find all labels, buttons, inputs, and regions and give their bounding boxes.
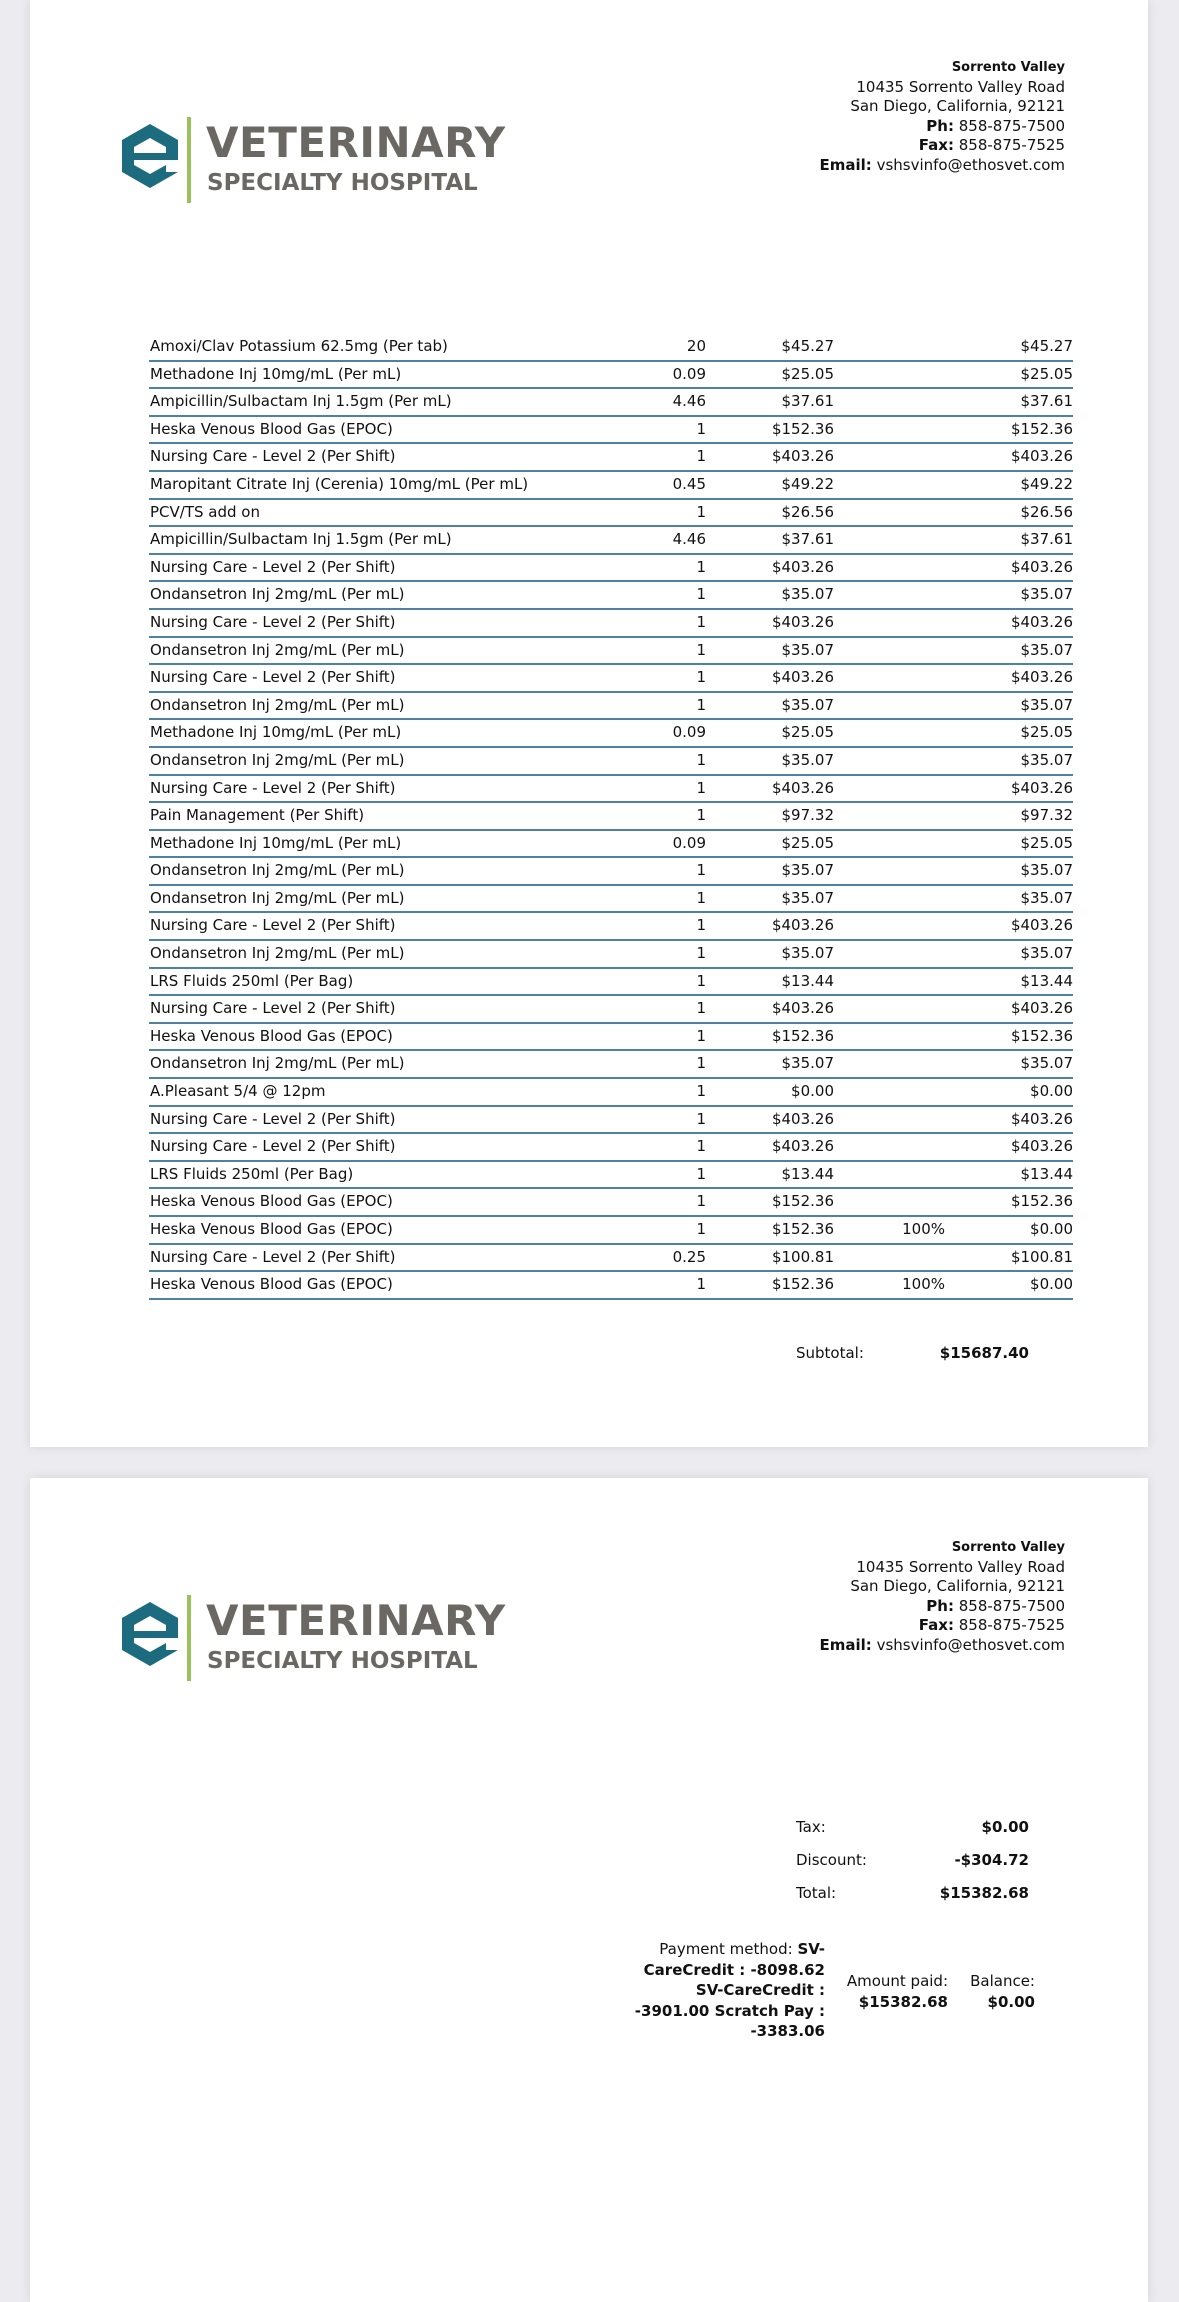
item-quantity: 20 — [686, 337, 706, 355]
item-description: Nursing Care - Level 2 (Per Shift) — [150, 447, 396, 466]
item-total: $403.26 — [1010, 1109, 1073, 1128]
item-price: $35.07 — [781, 1054, 834, 1073]
item-quantity: 1 — [696, 778, 706, 797]
line-item-row — [149, 610, 1073, 638]
item-total: $403.26 — [1010, 447, 1073, 466]
item-quantity: 1 — [696, 1220, 706, 1238]
line-item-row — [149, 1024, 1073, 1052]
item-description: A.Pleasant 5/4 @ 12pm — [150, 1082, 326, 1101]
item-description: Nursing Care - Level 2 (Per Shift) — [150, 1247, 396, 1266]
item-quantity: 1 — [696, 640, 706, 659]
item-discount: 100% — [902, 1220, 945, 1238]
item-quantity: 1 — [696, 502, 706, 521]
item-quantity: 1 — [696, 806, 706, 825]
balance-value: $0.00 — [987, 1992, 1035, 2011]
item-quantity: 1 — [696, 585, 706, 604]
item-description: Heska Venous Blood Gas (EPOC) — [150, 1026, 393, 1045]
item-total: $37.61 — [1020, 392, 1073, 411]
item-description: Nursing Care - Level 2 (Per Shift) — [150, 778, 396, 797]
item-price: $13.44 — [781, 971, 834, 990]
item-description: Nursing Care - Level 2 (Per Shift) — [150, 916, 396, 935]
item-quantity: 1 — [696, 1192, 706, 1211]
item-quantity: 1 — [696, 557, 706, 576]
item-price: $403.26 — [771, 916, 834, 935]
item-total: $152.36 — [1010, 1026, 1073, 1045]
item-description: Ondansetron Inj 2mg/mL (Per mL) — [150, 888, 405, 907]
item-quantity: 1 — [696, 1082, 706, 1101]
item-description: Heska Venous Blood Gas (EPOC) — [150, 1220, 393, 1238]
item-quantity: 1 — [696, 750, 706, 769]
item-price: $403.26 — [771, 999, 834, 1018]
item-description: Nursing Care - Level 2 (Per Shift) — [150, 612, 396, 631]
total-value: $15382.68 — [939, 1884, 1029, 1902]
item-total: $13.44 — [1020, 1164, 1073, 1183]
item-description: Heska Venous Blood Gas (EPOC) — [150, 1192, 393, 1211]
item-description: LRS Fluids 250ml (Per Bag) — [150, 1164, 354, 1183]
item-total: $35.07 — [1020, 695, 1073, 714]
logo-line-2: SPECIALTY HOSPITAL — [207, 170, 478, 196]
item-price: $403.26 — [771, 557, 834, 576]
balance: Balance: $0.00 — [970, 1972, 1035, 2011]
line-item-row — [149, 969, 1073, 997]
line-item-row — [149, 582, 1073, 610]
item-description: Heska Venous Blood Gas (EPOC) — [150, 1275, 393, 1294]
hospital-address — [820, 58, 1066, 175]
item-quantity: 1 — [696, 861, 706, 880]
item-description: Nursing Care - Level 2 (Per Shift) — [150, 557, 396, 576]
item-total: $49.22 — [1020, 474, 1073, 493]
item-price: $152.36 — [771, 419, 834, 438]
line-item-row — [149, 362, 1073, 390]
item-total: $35.07 — [1020, 1054, 1073, 1073]
line-item-row — [149, 1079, 1073, 1107]
item-total: $25.05 — [1020, 833, 1073, 852]
phone-line: Ph: 858-875-7500 — [926, 116, 1065, 135]
line-item-row — [149, 665, 1073, 693]
line-item-row — [149, 555, 1073, 583]
line-item-row — [149, 858, 1073, 886]
item-price: $403.26 — [771, 778, 834, 797]
item-description: Ondansetron Inj 2mg/mL (Per mL) — [150, 750, 405, 769]
tax-label: Tax: — [796, 1818, 826, 1836]
line-item-row — [149, 1272, 1073, 1300]
total-label: Total: — [796, 1884, 837, 1902]
payment-method: Payment method: SV-CareCredit : -8098.62 SV-CareCredit : -3901.00 Scratch Pay : -3383.06 — [634, 1940, 825, 2040]
logo-line-2: SPECIALTY HOSPITAL — [207, 1648, 478, 1674]
item-price: $25.05 — [781, 833, 834, 852]
item-total: $35.07 — [1020, 944, 1073, 963]
line-item-row — [149, 389, 1073, 417]
item-description: Ampicillin/Sulbactam Inj 1.5gm (Per mL) — [150, 392, 452, 411]
line-item-row — [149, 1134, 1073, 1162]
item-quantity: 1 — [696, 1275, 706, 1294]
tax-value: $0.00 — [981, 1818, 1029, 1836]
item-quantity: 1 — [696, 1109, 706, 1128]
line-item-row — [149, 638, 1073, 666]
item-price: $403.26 — [771, 1109, 834, 1128]
item-price: $35.07 — [781, 585, 834, 604]
line-items-table — [149, 334, 1073, 1300]
item-description: Pain Management (Per Shift) — [150, 806, 365, 825]
line-item-row — [149, 803, 1073, 831]
item-price: $403.26 — [771, 612, 834, 631]
item-quantity: 0.09 — [672, 364, 706, 383]
item-total: $37.61 — [1020, 530, 1073, 549]
item-price: $35.07 — [781, 888, 834, 907]
item-quantity: 1 — [696, 695, 706, 714]
item-price: $13.44 — [781, 1164, 834, 1183]
item-total: $403.26 — [1010, 778, 1073, 797]
item-description: Ondansetron Inj 2mg/mL (Per mL) — [150, 695, 405, 714]
line-item-row — [149, 1162, 1073, 1190]
line-item-row — [149, 776, 1073, 804]
line-item-row — [149, 941, 1073, 969]
item-quantity: 0.25 — [672, 1247, 706, 1266]
item-quantity: 4.46 — [672, 530, 706, 549]
item-total: $403.26 — [1010, 557, 1073, 576]
hospital-address — [820, 1538, 1066, 1655]
line-item-row — [149, 913, 1073, 941]
line-item-row — [149, 500, 1073, 528]
item-description: Ondansetron Inj 2mg/mL (Per mL) — [150, 944, 405, 963]
item-price: $403.26 — [771, 1137, 834, 1156]
item-price: $35.07 — [781, 861, 834, 880]
item-total: $25.05 — [1020, 723, 1073, 742]
item-quantity: 1 — [696, 668, 706, 687]
item-total: $35.07 — [1020, 640, 1073, 659]
line-item-row — [149, 831, 1073, 859]
subtotal-label: Subtotal: — [796, 1344, 864, 1362]
item-description: Heska Venous Blood Gas (EPOC) — [150, 419, 393, 438]
hospital-logo — [120, 1595, 530, 1685]
item-price: $403.26 — [771, 447, 834, 466]
item-price: $100.81 — [771, 1247, 834, 1266]
line-item-row — [149, 1107, 1073, 1135]
item-description: Ampicillin/Sulbactam Inj 1.5gm (Per mL) — [150, 530, 452, 549]
item-price: $35.07 — [781, 695, 834, 714]
item-quantity: 1 — [696, 1164, 706, 1183]
item-description: LRS Fluids 250ml (Per Bag) — [150, 971, 354, 990]
logo-divider — [187, 117, 191, 203]
phone-line: Ph: 858-875-7500 — [926, 1596, 1065, 1615]
item-description: Methadone Inj 10mg/mL (Per mL) — [150, 364, 402, 383]
payment-method-value: SV-CareCredit : -8098.62 SV-CareCredit : -3901.00 Scratch Pay : -3383.06 — [634, 1940, 825, 2040]
item-price: $403.26 — [771, 668, 834, 687]
item-quantity: 4.46 — [672, 392, 706, 411]
line-item-row — [149, 472, 1073, 500]
item-description: Methadone Inj 10mg/mL (Per mL) — [150, 723, 402, 742]
item-total: $25.05 — [1020, 364, 1073, 383]
item-quantity: 1 — [696, 1137, 706, 1156]
item-description: Maropitant Citrate Inj (Cerenia) 10mg/mL (Per mL) — [150, 474, 529, 493]
item-total: $403.26 — [1010, 612, 1073, 631]
line-item-row — [149, 334, 1073, 362]
item-description: Nursing Care - Level 2 (Per Shift) — [150, 1109, 396, 1128]
item-total: $45.27 — [1020, 337, 1073, 355]
item-quantity: 1 — [696, 447, 706, 466]
invoice-page-2 — [30, 1478, 1148, 2302]
item-description: Ondansetron Inj 2mg/mL (Per mL) — [150, 585, 405, 604]
item-total: $152.36 — [1010, 419, 1073, 438]
email-line: Email: vshsvinfo@ethosvet.com — [819, 155, 1065, 174]
item-total: $35.07 — [1020, 888, 1073, 907]
item-quantity: 1 — [696, 1054, 706, 1073]
discount-label: Discount: — [796, 1851, 867, 1869]
item-quantity: 1 — [696, 999, 706, 1018]
item-total: $403.26 — [1010, 1137, 1073, 1156]
line-item-row — [149, 1245, 1073, 1273]
line-item-row — [149, 748, 1073, 776]
line-item-row — [149, 886, 1073, 914]
logo-line-1: VETERINARY — [206, 118, 506, 167]
item-description: Nursing Care - Level 2 (Per Shift) — [150, 1137, 396, 1156]
line-item-row — [149, 527, 1073, 555]
item-description: Ondansetron Inj 2mg/mL (Per mL) — [150, 861, 405, 880]
item-price: $0.00 — [791, 1082, 834, 1101]
line-item-row — [149, 1051, 1073, 1079]
item-total: $26.56 — [1020, 502, 1073, 521]
item-price: $35.07 — [781, 750, 834, 769]
item-total: $403.26 — [1010, 999, 1073, 1018]
item-price: $152.36 — [771, 1220, 834, 1238]
discount-value: -$304.72 — [954, 1851, 1029, 1869]
city: San Diego, California, 92121 — [850, 97, 1065, 115]
item-quantity: 1 — [696, 916, 706, 935]
line-item-row — [149, 996, 1073, 1024]
item-price: $37.61 — [781, 530, 834, 549]
amount-paid: Amount paid: $15382.68 — [846, 1972, 948, 2011]
item-price: $25.05 — [781, 723, 834, 742]
item-discount: 100% — [902, 1275, 945, 1294]
subtotal-value: $15687.40 — [939, 1344, 1029, 1362]
item-description: Amoxi/Clav Potassium 62.5mg (Per tab) — [150, 337, 448, 355]
logo-emblem-icon — [120, 122, 180, 192]
item-price: $45.27 — [781, 337, 834, 355]
item-total: $35.07 — [1020, 861, 1073, 880]
item-description: Methadone Inj 10mg/mL (Per mL) — [150, 833, 402, 852]
item-quantity: 1 — [696, 888, 706, 907]
line-item-row — [149, 1217, 1073, 1245]
item-total: $403.26 — [1010, 668, 1073, 687]
fax-line: Fax: 858-875-7525 — [918, 136, 1065, 154]
line-item-row — [149, 444, 1073, 472]
item-quantity: 0.45 — [672, 474, 706, 493]
item-quantity: 0.09 — [672, 723, 706, 742]
amount-paid-value: $15382.68 — [858, 1992, 948, 2011]
item-quantity: 1 — [696, 612, 706, 631]
logo-line-1: VETERINARY — [206, 1596, 506, 1645]
line-item-row — [149, 693, 1073, 721]
logo-emblem-icon — [120, 1600, 180, 1670]
item-price: $49.22 — [781, 474, 834, 493]
invoice-page-1 — [30, 0, 1148, 1447]
item-quantity: 1 — [696, 944, 706, 963]
item-price: $152.36 — [771, 1026, 834, 1045]
item-price: $152.36 — [771, 1275, 834, 1294]
line-item-row — [149, 720, 1073, 748]
item-quantity: 1 — [696, 419, 706, 438]
item-total: $13.44 — [1020, 971, 1073, 990]
item-price: $37.61 — [781, 392, 834, 411]
item-quantity: 0.09 — [672, 833, 706, 852]
item-description: Nursing Care - Level 2 (Per Shift) — [150, 999, 396, 1018]
item-price: $97.32 — [781, 806, 834, 825]
item-price: $26.56 — [781, 502, 834, 521]
item-total: $97.32 — [1020, 806, 1073, 825]
item-price: $25.05 — [781, 364, 834, 383]
item-total: $0.00 — [1030, 1220, 1073, 1238]
item-total: $152.36 — [1010, 1192, 1073, 1211]
line-item-row — [149, 1189, 1073, 1217]
branch-name: Sorrento Valley — [951, 1540, 1065, 1555]
item-total: $0.00 — [1030, 1275, 1073, 1294]
item-total: $35.07 — [1020, 750, 1073, 769]
city: San Diego, California, 92121 — [850, 1577, 1065, 1595]
street: 10435 Sorrento Valley Road — [856, 1557, 1065, 1576]
item-quantity: 1 — [696, 1026, 706, 1045]
line-item-row — [149, 417, 1073, 445]
item-quantity: 1 — [696, 971, 706, 990]
item-description: Ondansetron Inj 2mg/mL (Per mL) — [150, 640, 405, 659]
item-description: Ondansetron Inj 2mg/mL (Per mL) — [150, 1054, 405, 1073]
hospital-logo — [120, 117, 530, 207]
item-total: $0.00 — [1030, 1082, 1073, 1101]
fax-line: Fax: 858-875-7525 — [918, 1616, 1065, 1634]
logo-divider — [187, 1595, 191, 1681]
street: 10435 Sorrento Valley Road — [856, 77, 1065, 96]
item-total: $100.81 — [1010, 1247, 1073, 1266]
item-description: PCV/TS add on — [150, 502, 260, 521]
item-price: $152.36 — [771, 1192, 834, 1211]
email-line: Email: vshsvinfo@ethosvet.com — [819, 1635, 1065, 1654]
branch-name: Sorrento Valley — [951, 60, 1065, 75]
item-total: $35.07 — [1020, 585, 1073, 604]
item-description: Nursing Care - Level 2 (Per Shift) — [150, 668, 396, 687]
item-total: $403.26 — [1010, 916, 1073, 935]
item-price: $35.07 — [781, 640, 834, 659]
item-price: $35.07 — [781, 944, 834, 963]
